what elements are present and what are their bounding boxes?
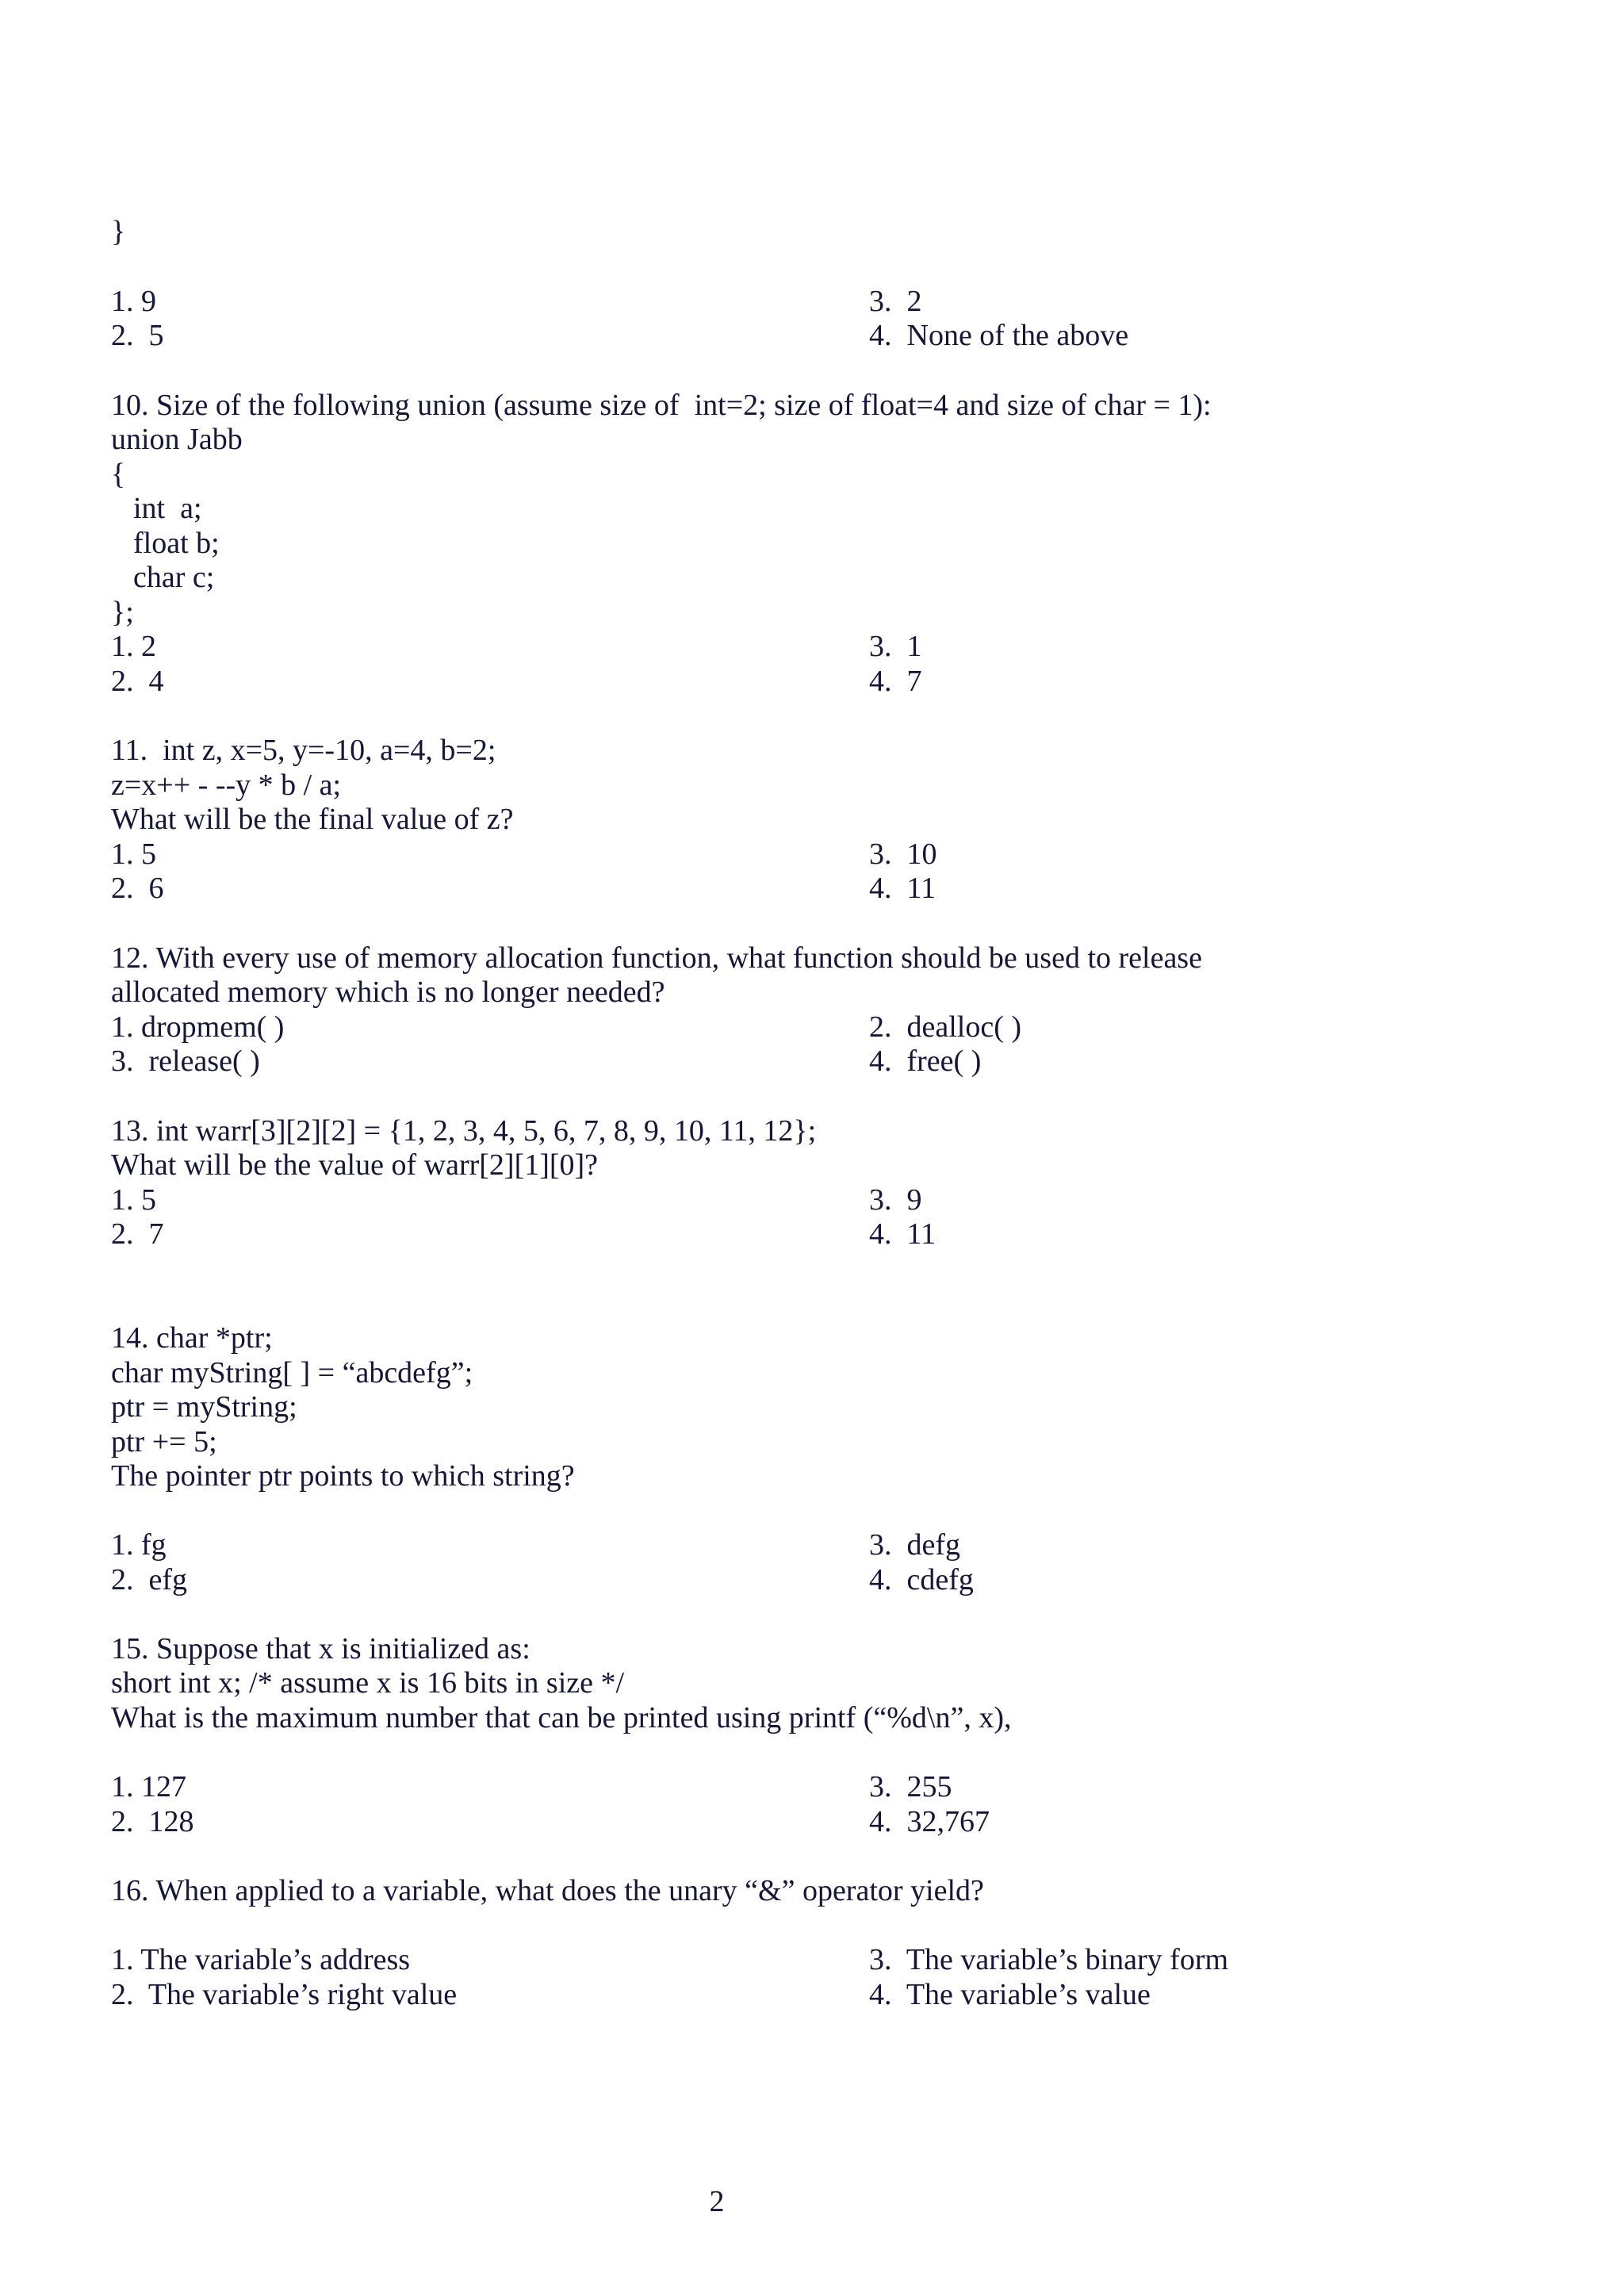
q9-option-2: 2. 5 — [111, 319, 164, 352]
q12-option-2: 2. dealloc( ) — [869, 1010, 1022, 1044]
q12-question-line-1: 12. With every use of memory allocation function, what function should be used to release — [111, 941, 1202, 975]
q14-code-line-4: ptr += 5; — [111, 1425, 217, 1458]
q10-option-2: 2. 4 — [111, 665, 164, 698]
q10-code-line-1: union Jabb — [111, 423, 243, 456]
q15-option-3: 3. 255 — [869, 1770, 952, 1803]
q16-question: 16. When applied to a variable, what does the unary “&” operator yield? — [111, 1874, 984, 1907]
q13-question: What will be the value of warr[2][1][0]? — [111, 1148, 599, 1182]
q10-option-4: 4. 7 — [869, 665, 922, 698]
q16-option-4: 4. The variable’s value — [869, 1978, 1151, 2011]
q13-option-4: 4. 11 — [869, 1217, 936, 1251]
q10-code-line-3: int a; — [133, 492, 202, 525]
q10-code-line-6: }; — [111, 596, 134, 629]
q11-option-4: 4. 11 — [869, 872, 936, 905]
q9-option-1: 1. 9 — [111, 285, 156, 318]
q16-option-3: 3. The variable’s binary form — [869, 1943, 1229, 1976]
q15-question-line-2: short int x; /* assume x is 16 bits in size */ — [111, 1666, 625, 1700]
q11-option-1: 1. 5 — [111, 838, 156, 871]
q14-code-line-3: ptr = myString; — [111, 1390, 297, 1424]
q11-code-line-1: 11. int z, x=5, y=-10, a=4, b=2; — [111, 734, 496, 767]
q14-code-line-2: char myString[ ] = “abcdefg”; — [111, 1356, 473, 1389]
code-closing-brace: } — [111, 215, 126, 248]
q12-option-3: 3. release( ) — [111, 1045, 260, 1078]
q10-option-3: 3. 1 — [869, 630, 922, 663]
q16-option-1: 1. The variable’s address — [111, 1943, 411, 1976]
q15-option-1: 1. 127 — [111, 1770, 186, 1803]
q11-code-line-2: z=x++ - --y * b / a; — [111, 769, 342, 802]
q15-question-line-1: 15. Suppose that x is initialized as: — [111, 1632, 530, 1665]
q10-question: 10. Size of the following union (assume size of int=2; size of float=4 and size of char = 1): — [111, 389, 1212, 422]
page-number: 2 — [709, 2185, 725, 2218]
q9-option-4: 4. None of the above — [869, 319, 1129, 352]
q10-code-line-4: float b; — [133, 527, 220, 560]
q15-option-2: 2. 128 — [111, 1805, 194, 1838]
q12-option-1: 1. dropmem( ) — [111, 1010, 285, 1044]
q11-option-2: 2. 6 — [111, 872, 164, 905]
q14-code-line-1: 14. char *ptr; — [111, 1321, 273, 1355]
q13-code: 13. int warr[3][2][2] = {1, 2, 3, 4, 5, 6, 7, 8, 9, 10, 11, 12}; — [111, 1114, 817, 1148]
q12-option-4: 4. free( ) — [869, 1045, 982, 1078]
q10-code-line-5: char c; — [133, 561, 215, 594]
q13-option-3: 3. 9 — [869, 1183, 922, 1217]
q16-option-2: 2. The variable’s right value — [111, 1978, 458, 2011]
q10-code-line-2: { — [111, 458, 126, 491]
q14-question: The pointer ptr points to which string? — [111, 1459, 575, 1493]
q11-question: What will be the final value of z? — [111, 803, 514, 836]
q13-option-1: 1. 5 — [111, 1183, 156, 1217]
q12-question-line-2: allocated memory which is no longer needed? — [111, 976, 665, 1009]
q14-option-4: 4. cdefg — [869, 1563, 974, 1596]
q14-option-3: 3. defg — [869, 1528, 961, 1562]
q13-option-2: 2. 7 — [111, 1217, 164, 1251]
q14-option-1: 1. fg — [111, 1528, 167, 1562]
q15-question-line-3: What is the maximum number that can be printed using printf (“%d\n”, x), — [111, 1701, 1012, 1734]
q10-option-1: 1. 2 — [111, 630, 156, 663]
q15-option-4: 4. 32,767 — [869, 1805, 990, 1838]
q14-option-2: 2. efg — [111, 1563, 188, 1596]
q9-option-3: 3. 2 — [869, 285, 922, 318]
q11-option-3: 3. 10 — [869, 838, 937, 871]
